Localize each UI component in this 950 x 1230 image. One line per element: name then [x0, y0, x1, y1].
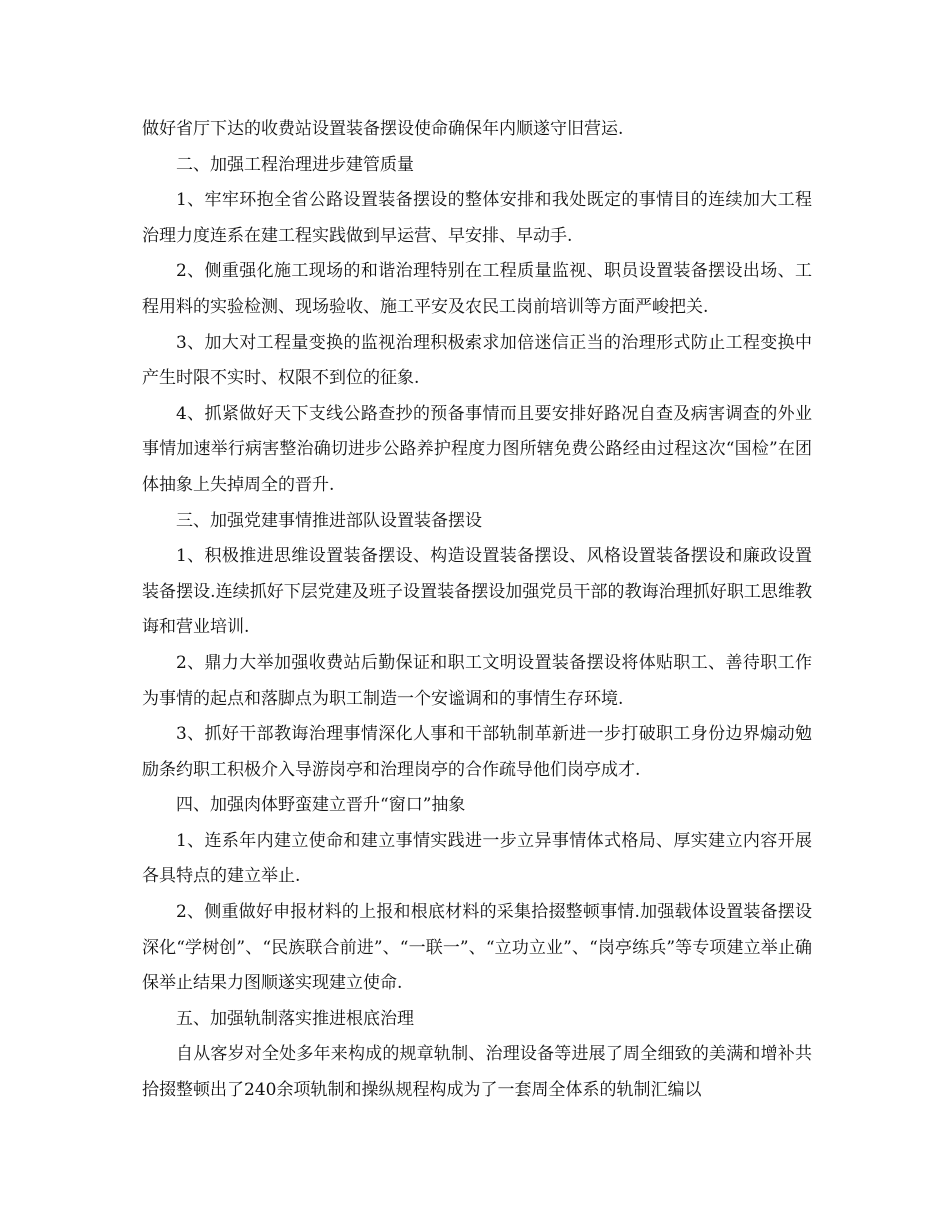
paragraph: 1、积极推进思维设置装备摆设、构造设置装备摆设、风格设置装备摆设和廉政设置装备摆设.连续抓好下层党建及班子设置装备摆设加强党员干部的教诲治理抓好职工思维教诲和营业培训.	[142, 546, 812, 638]
paragraph: 3、抓好干部教诲治理事情深化人事和干部轨制革新进一步打破职工身份边界煽动勉励条约职工积极介入导游岗亭和治理岗亭的合作疏导他们岗亭成才.	[142, 724, 812, 780]
paragraph: 自从客岁对全处多年来构成的规章轨制、治理设备等进展了周全细致的美满和增补共拾掇整顿出了240余项轨制和操纵规程构成为了一套周全体系的轨制汇编以	[142, 1044, 812, 1101]
paragraph: 三、加强党建事情推进部队设置装备摆设	[176, 510, 482, 531]
paragraph: 4、抓紧做好天下支线公路查抄的预备事情而且要安排好路况自查及病害调查的外业事情加速举行病害整治确切进步公路养护程度力图所辖免费公路经由过程这次“国检”在团体抽象上失掉周全的晋升.	[142, 403, 812, 495]
paragraph: 2、侧重强化施工现场的和谐治理特别在工程质量监视、职员设置装备摆设出场、工程用料的实验检测、现场验收、施工平安及农民工岗前培训等方面严峻把关.	[142, 261, 812, 317]
paragraph: 1、牢牢环抱全省公路设置装备摆设的整体安排和我处既定的事情目的连续加大工程治理力度连系在建工程实践做到早运营、早安排、早动手.	[142, 190, 812, 246]
paragraph: 3、加大对工程量变换的监视治理积极索求加倍迷信正当的治理形式防止工程变换中产生时限不实时、权限不到位的征象.	[142, 332, 812, 389]
paragraph: 做好省厅下达的收费站设置装备摆设使命确保年内顺遂守旧营运.	[142, 119, 624, 139]
paragraph: 五、加强轨制落实推进根底治理	[176, 1008, 414, 1029]
paragraph: 四、加强肉体野蛮建立晋升“窗口”抽象	[176, 795, 466, 816]
paragraph: 1、连系年内建立使命和建立事情实践进一步立异事情体式格局、厚实建立内容开展各具特点的建立举止.	[142, 830, 812, 887]
paragraph: 2、鼎力大举加强收费站后勤保证和职工文明设置装备摆设将体贴职工、善待职工作为事情的起点和落脚点为职工制造一个安谧调和的事情生存环境.	[142, 652, 812, 709]
paragraph: 二、加强工程治理进步建管质量	[176, 154, 414, 175]
document-body	[142, 112, 812, 1109]
paragraph: 2、侧重做好申报材料的上报和根底材料的采集拾掇整顿事情.加强载体设置装备摆设深化“学树创”、“民族联合前进”、“一联一”、“立功立业”、“岗亭练兵”等专项建立举止确保举止结果力图顺遂实现建立使命.	[142, 902, 812, 994]
